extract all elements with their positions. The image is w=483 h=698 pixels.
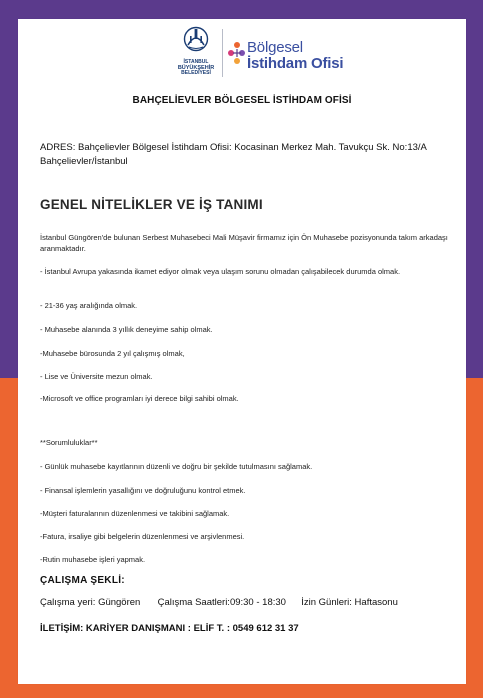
- header-logos: [18, 19, 466, 91]
- document-page: [18, 19, 466, 684]
- people-cluster-icon: [227, 41, 247, 67]
- work-place: Çalışma yeri: Güngören: [40, 597, 141, 608]
- address-text: ADRES: Bahçelievler Bölgesel İstihdam Ofisi: Kocasinan Merkez Mah. Tavukçu Sk. No:13/A Bahçelievler/İstanbul: [40, 142, 427, 167]
- office-title: BAHÇELİEVLER BÖLGESEL İSTİHDAM OFİSİ: [132, 95, 352, 106]
- work-style-heading: ÇALIŞMA ŞEKLİ:: [40, 575, 125, 586]
- work-details-line: [40, 597, 398, 608]
- qualification-item: - Lise ve Üniversite mezun olmak.: [40, 372, 153, 381]
- qualification-item: - İstanbul Avrupa yakasında ikamet ediyor olmak veya ulaşım sorunu olmadan çalışabilecek durumda olmak.: [40, 267, 401, 276]
- qualification-item: - 21-36 yaş aralığında olmak.: [40, 301, 138, 310]
- intro-paragraph: İstanbul Güngören'de bulunan Serbest Muhasebeci Mali Müşavir firmamız için Ön Muhasebe pozisyonunda takım arkadaşı aranmaktadır.: [40, 233, 448, 253]
- logo-divider: [222, 29, 223, 77]
- days-off: İzin Günleri: Haftasonu: [301, 597, 398, 608]
- bolgesel-istihdam-logo: [227, 33, 367, 77]
- qualification-item: -Microsoft ve office programları iyi derece bilgi sahibi olmak.: [40, 394, 239, 403]
- section-heading: GENEL NİTELİKLER VE İŞ TANIMI: [40, 197, 263, 212]
- bio-logo-line-1: Bölgesel: [247, 39, 303, 56]
- qualification-item: - Muhasebe alanında 3 yıllık deneyime sahip olmak.: [40, 325, 213, 334]
- qualification-item: -Muhasebe bürosunda 2 yıl çalışmış olmak,: [40, 349, 185, 358]
- bio-logo-line-2: İstihdam Ofisi: [247, 55, 344, 72]
- responsibility-item: - Finansal işlemlerin yasallığını ve doğruluğunu kontrol etmek.: [40, 486, 246, 495]
- contact-line: İLETİŞİM: KARİYER DANIŞMANI : ELİF T. : 0549 612 31 37: [40, 623, 299, 634]
- responsibility-item: -Müşteri faturalarının düzenlenmesi ve takibini sağlamak.: [40, 509, 230, 518]
- ibb-text-line-3: BELEDİYESİ: [181, 70, 211, 76]
- ibb-text-line-1: İSTANBUL: [183, 59, 209, 65]
- responsibility-item: -Rutin muhasebe işleri yapmak.: [40, 555, 146, 564]
- responsibility-item: - Günlük muhasebe kayıtlarının düzenli ve doğru bir şekilde tutulmasını sağlamak.: [40, 462, 313, 471]
- ibb-logo: [171, 25, 221, 85]
- responsibilities-heading: **Sorumluluklar**: [40, 438, 98, 447]
- ibb-text-line-2: BÜYÜKŞEHİR: [177, 64, 215, 71]
- responsibility-item: -Fatura, irsaliye gibi belgelerin düzenlenmesi ve arşivlenmesi.: [40, 532, 245, 541]
- work-hours: Çalışma Saatleri:09:30 - 18:30: [157, 597, 286, 608]
- ibb-emblem-icon: [183, 25, 209, 55]
